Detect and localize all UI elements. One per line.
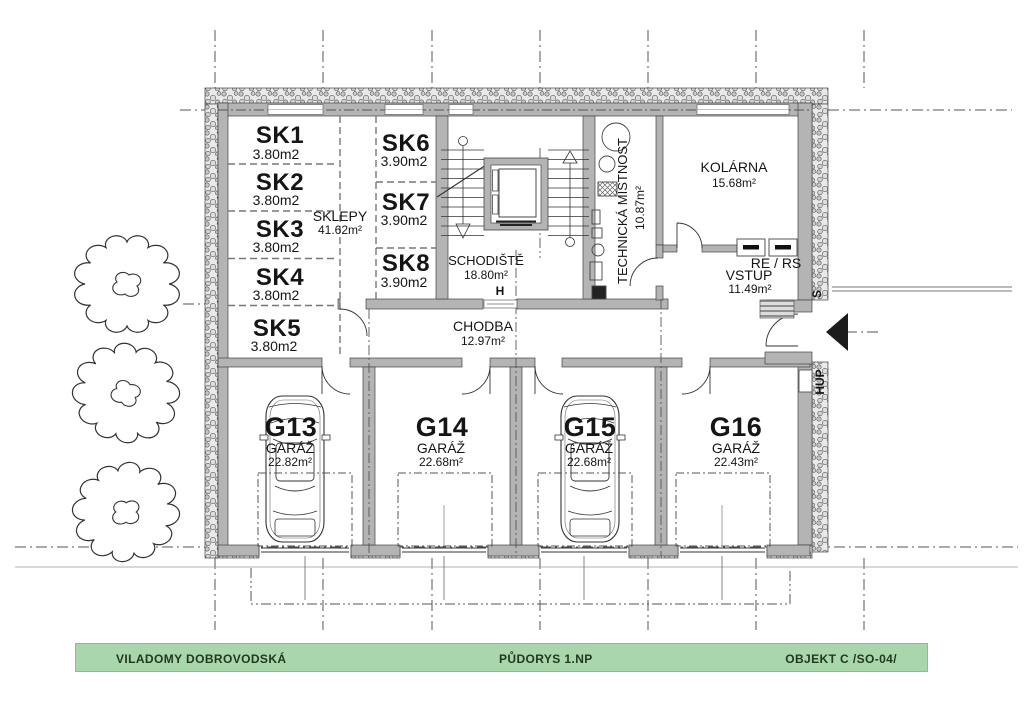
room-area-sk3: 3.80m2 [252, 239, 300, 255]
entrance-arrow [826, 313, 848, 351]
north-mark: S [810, 289, 824, 299]
room-area-sk6: 3.90m2 [380, 153, 428, 169]
room-area-vstup: 11.49m² [728, 282, 772, 296]
room-label-technicka: TECHNICKÁ MÍSTNOST [615, 138, 630, 284]
title-bar [75, 643, 928, 672]
hup-label: HUP [813, 369, 827, 395]
room-area-schodiste: 18.80m² [463, 268, 509, 282]
drawing-title: PŮDORYS 1.NP [499, 652, 593, 666]
trees [64, 236, 189, 570]
elevator-hall-mark: H [495, 284, 505, 298]
object-label: OBJEKT C /SO-04/ [785, 652, 897, 666]
room-area-sklepy: 41.62m² [317, 223, 363, 237]
room-label-sk8: SK8 [381, 250, 431, 277]
room-label-sk6: SK6 [381, 130, 431, 157]
room-area-g13: 22.82m² [267, 455, 313, 469]
room-label-g14: G14 [415, 412, 469, 442]
tree-icon [64, 334, 189, 453]
room-label-sklepy: SKLEPY [312, 208, 368, 224]
room-area-g14: 22.68m² [418, 455, 464, 469]
room-area-sk8: 3.90m2 [380, 274, 428, 290]
room-label-schodiste: SCHODIŠTĚ [448, 253, 524, 268]
hup-box [799, 370, 812, 392]
project-title: VILADOMY DOBROVODSKÁ [116, 652, 287, 666]
room-type-g15: GARÁŽ [564, 440, 614, 456]
room-label-sk1: SK1 [255, 122, 305, 149]
room-label-vstup: VSTUP [725, 267, 773, 283]
room-label-rers: RE / RS [750, 255, 802, 271]
room-type-g16: GARÁŽ [711, 440, 761, 456]
room-label-sk4: SK4 [255, 264, 305, 291]
room-type-g14: GARÁŽ [416, 440, 466, 456]
room-label-g15: G15 [563, 412, 617, 442]
room-type-g13: GARÁŽ [265, 440, 315, 456]
meter-boxes [737, 239, 797, 256]
elevator [484, 158, 548, 230]
room-area-sk4: 3.80m2 [252, 287, 300, 303]
room-area-kolarna: 15.68m² [711, 176, 757, 190]
room-area-sk7: 3.90m2 [380, 212, 428, 228]
room-label-kolarna: KOLÁRNA [700, 159, 768, 175]
room-area-technicka: 10.87m² [633, 185, 647, 231]
room-label-chodba: CHODBA [453, 318, 513, 334]
tree-icon [75, 236, 180, 332]
room-area-sk5: 3.80m2 [250, 338, 298, 354]
room-area-g15: 22.68m² [566, 455, 612, 469]
room-label-g16: G16 [709, 412, 763, 442]
room-area-sk1: 3.80m2 [252, 146, 300, 162]
room-label-sk3: SK3 [255, 216, 305, 243]
room-label-sk7: SK7 [381, 189, 431, 216]
room-area-chodba: 12.97m² [460, 334, 506, 348]
room-area-g16: 22.43m² [713, 455, 759, 469]
room-label-g13: G13 [264, 412, 318, 442]
room-label-sk5: SK5 [252, 315, 302, 342]
room-label-sk2: SK2 [255, 169, 305, 196]
fence-line [832, 287, 1012, 291]
tree-icon [65, 455, 186, 570]
room-area-sk2: 3.80m2 [252, 192, 300, 208]
